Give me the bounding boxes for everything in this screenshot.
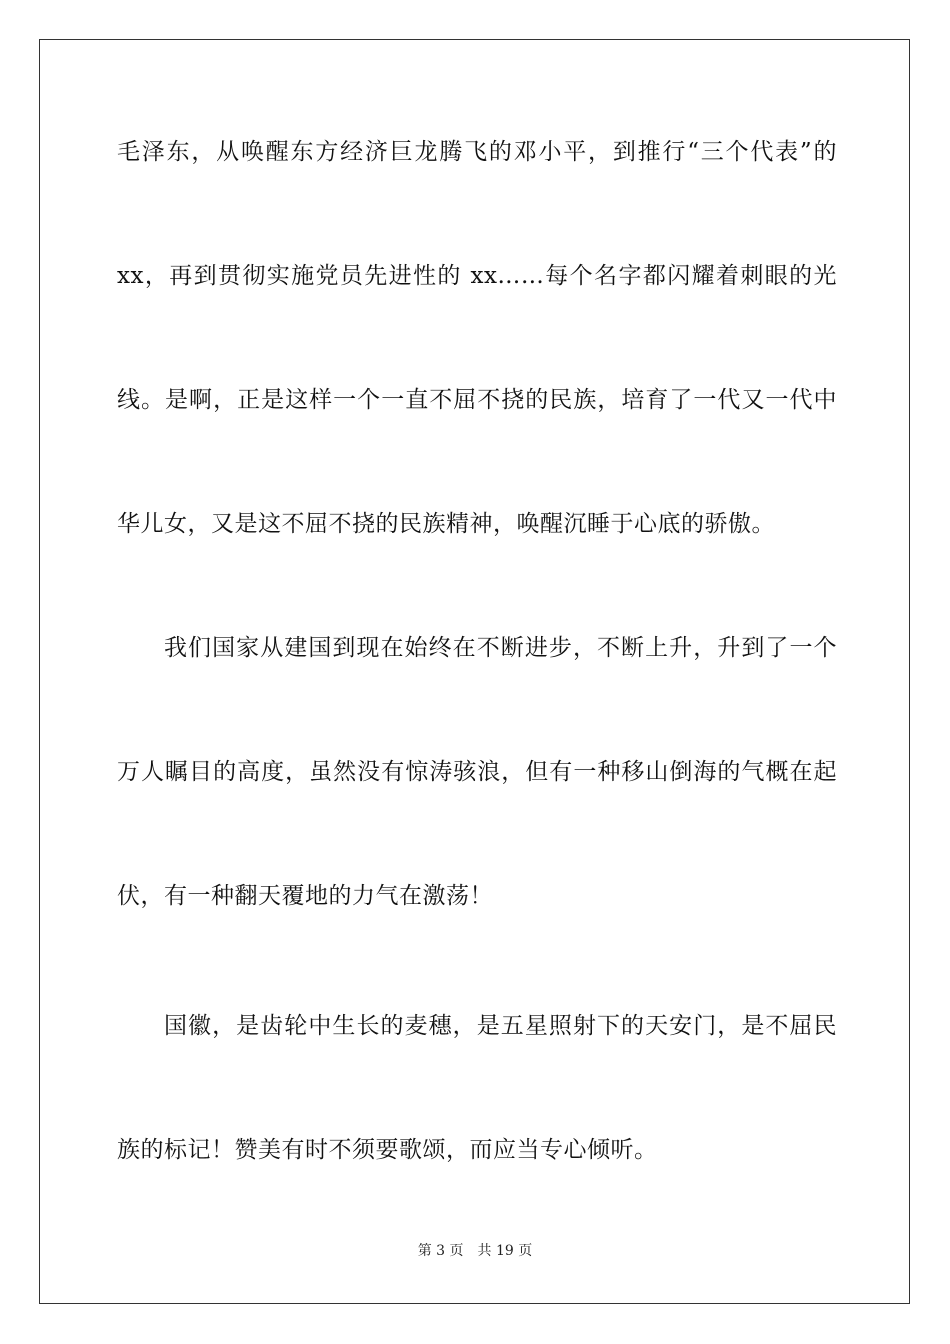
text-line-8: 国徽，是齿轮中生长的麦穗，是五星照射下的天安门，是不屈民	[164, 1013, 837, 1039]
text-line-9: 族的标记！赞美有时不须要歌颂，而应当专心倾听。	[117, 1137, 658, 1163]
page-footer	[0, 1242, 950, 1260]
page-border	[39, 39, 910, 1304]
text-line-6: 万人瞩目的高度，虽然没有惊涛骇浪，但有一种移山倒海的气概在起	[117, 759, 837, 785]
page-total: 共 19 页	[477, 1243, 533, 1259]
text-line-1: 毛泽东，从唤醒东方经济巨龙腾飞的邓小平，到推行“三个代表”的	[117, 139, 837, 165]
text-line-3: 线。是啊，正是这样一个一直不屈不挠的民族，培育了一代又一代中	[117, 387, 837, 413]
text-line-4: 华儿女，又是这不屈不挠的民族精神，唤醒沉睡于心底的骄傲。	[117, 511, 775, 537]
page-number: 第 3 页	[417, 1243, 464, 1259]
text-line-5: 我们国家从建国到现在始终在不断进步，不断上升，升到了一个	[164, 635, 837, 661]
text-line-2: xx，再到贯彻实施党员先进性的 xx……每个名字都闪耀着刺眼的光	[117, 263, 837, 289]
text-line-7: 伏，有一种翻天覆地的力气在激荡！	[117, 883, 493, 909]
